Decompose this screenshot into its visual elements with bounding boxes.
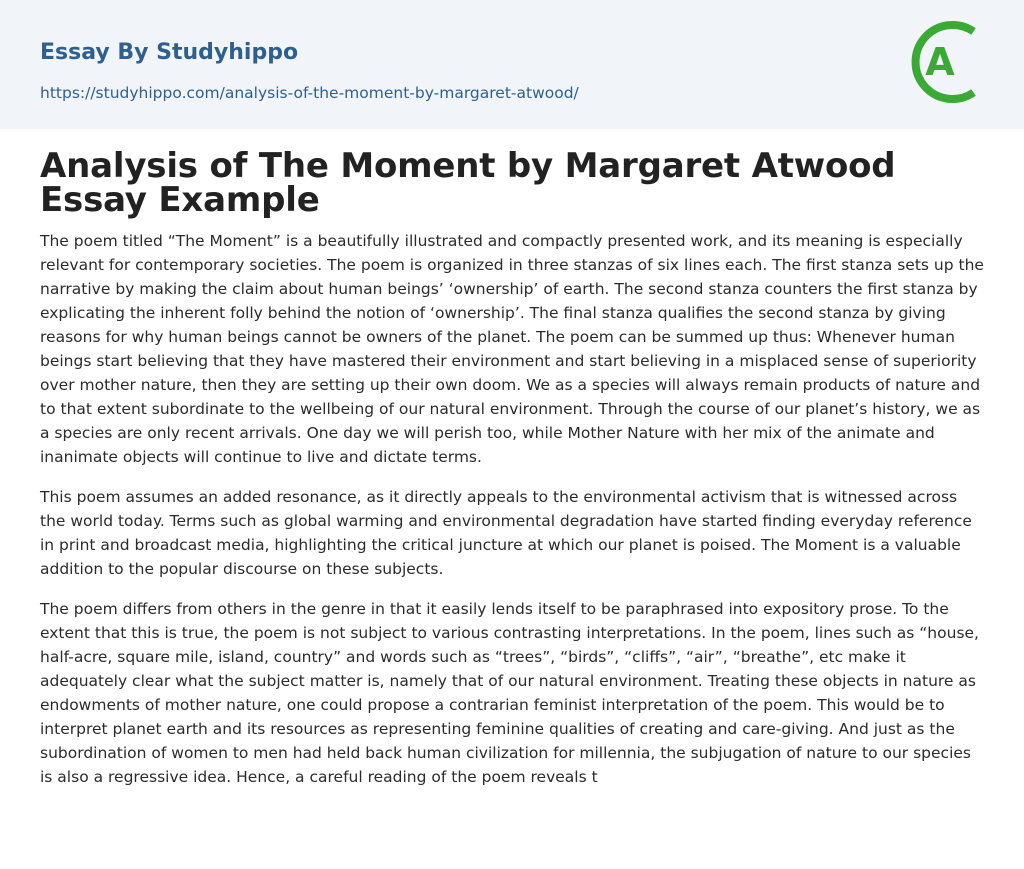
source-url-link[interactable]: https://studyhippo.com/analysis-of-the-moment-by-margaret-atwood/ — [40, 84, 579, 102]
studyhippo-logo-icon[interactable] — [909, 17, 989, 107]
site-header — [0, 0, 1024, 129]
article-paragraph-1: The poem titled “The Moment” is a beautifully illustrated and compactly presented work, and its meaning is especially relevant for contemporary societies. The poem is organized in three stanzas of six lines each. The first stanza sets up the narrative by making the claim about human beings’ ‘ownership’ of earth. The second stanza counters the first stanza by explicating the inherent folly behind the notion of ‘ownership’. The final stanza qualifies the second stanza by giving reasons for why human beings cannot be owners of the planet. The poem can be summed up thus: Whenever human beings start believing that they have mastered their environment and start believing in a misplaced sense of superiority over mother nature, then they are setting up their own doom. We as a species will always remain products of nature and to that extent subordinate to the wellbeing of our natural environment. Through the course of our planet’s history, we as a species are only recent arrivals. One day we will perish too, while Mother Nature with her mix of the animate and inanimate objects will continue to live and dictate terms. — [40, 232, 984, 466]
article-paragraph-3: The poem differs from others in the genre in that it easily lends itself to be paraphrased into expository prose. To the extent that this is true, the poem is not subject to various contrasting interpretations. In the poem, lines such as “house, half-acre, square mile, island, country” and words such as “trees”, “birds”, “cliffs”, “air”, “breathe”, etc make it adequately clear what the subject matter is, namely that of our natural environment. Treating these objects in nature as endowments of mother nature, one could propose a contrarian feminist interpretation of the poem. This would be to interpret planet earth and its resources as representing feminine qualities of creating and care-giving. And just as the subordination of women to men had held back human civilization for millennia, the subjugation of nature to our species is also a regressive idea. Hence, a careful reading of the poem reveals t — [40, 600, 979, 786]
site-brand[interactable]: Essay By Studyhippo — [40, 40, 299, 65]
article — [0, 146, 1024, 789]
page-title: Analysis of The Moment by Margaret Atwood Essay Example — [40, 146, 896, 220]
logo-letter: A — [925, 40, 955, 84]
article-paragraph-2: This poem assumes an added resonance, as it directly appeals to the environmental activism that is witnessed across the world today. Terms such as global warming and environmental degradation have started finding everyday reference in print and broadcast media, highlighting the critical juncture at which our planet is poised. The Moment is a valuable addition to the popular discourse on these subjects. — [40, 488, 972, 578]
